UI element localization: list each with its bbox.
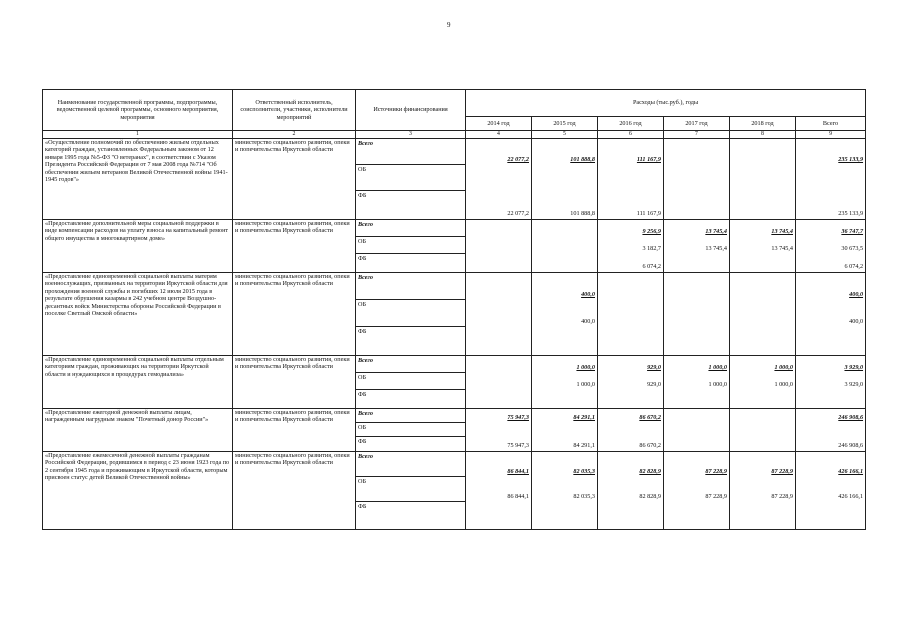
federal-budget-value: 6 074,2 — [844, 263, 864, 270]
value-cell — [598, 356, 664, 409]
total-value: 929,0 — [647, 364, 661, 371]
page-number: 9 — [447, 21, 451, 29]
col-index: 2 — [233, 131, 356, 139]
executor: министерство социального развития, опеки и попечительства Иркутской области — [233, 452, 356, 530]
federal-budget-value: 101 888,8 — [570, 210, 595, 217]
value-cell — [664, 273, 730, 356]
expenditure-table — [42, 89, 866, 530]
regional-budget-value: 3 929,0 — [844, 381, 864, 388]
federal-budget-value: 111 167,9 — [636, 210, 661, 217]
table-row — [43, 452, 866, 530]
source-cell — [356, 452, 466, 530]
value-cell — [730, 273, 796, 356]
value-cell — [598, 452, 664, 530]
value-cell — [796, 220, 866, 273]
header-year: 2017 год — [664, 116, 730, 130]
source-cell — [356, 220, 466, 273]
source-cell — [356, 273, 466, 356]
col-index: 5 — [532, 131, 598, 139]
regional-budget-value: 1 000,0 — [774, 381, 793, 388]
value-cell — [532, 139, 598, 220]
source-cell — [356, 139, 466, 220]
value-cell — [796, 273, 866, 356]
source-label: ФБ — [358, 438, 367, 445]
executor: министерство социального развития, опеки и попечительства Иркутской области — [233, 409, 356, 452]
source-label: Всего — [356, 409, 465, 423]
value-cell — [532, 409, 598, 452]
col-index: 6 — [598, 131, 664, 139]
table-row — [43, 356, 866, 409]
executor: министерство социального развития, опеки и попечительства Иркутской области — [233, 220, 356, 273]
total-value: 13 745,4 — [771, 228, 793, 235]
regional-budget-value: 13 745,4 — [771, 245, 793, 252]
measure-name: «Осуществление полномочий по обеспечению жильем отдельных категорий граждан, установленных Федеральным законом от 12 января 1995 года №5-ФЗ "О ветеранах", в соответствии с Указом Президента Российской Федерации от 7 мая 2008 года №714 "Об обеспечении жильем ветеранов Великой Отечественной войны 1941-1945 годов"» — [43, 139, 233, 220]
measure-name: «Предоставление единовременной социальной выплаты матерям военнослужащих, призванных на территории Иркутской области для прохождения военной службы и погибших 12 июля 2015 года в результате обрушения казармы в 242 учебном центре Воздушно-десантных войск Министерства обороны Российской Федерации в поселке Светлый Омской области» — [43, 273, 233, 356]
total-value: 82 828,9 — [639, 468, 661, 475]
total-value: 111 167,9 — [636, 156, 661, 163]
col-index: 8 — [730, 131, 796, 139]
regional-budget-value: 13 745,4 — [705, 245, 727, 252]
value-cell — [466, 452, 532, 530]
total-value: 86 670,2 — [639, 414, 661, 421]
total-value: 9 256,9 — [642, 228, 661, 235]
measure-name: «Предоставление дополнительной меры социальной поддержки в виде компенсации расходов на уплату взноса на капитальный ремонт общего имущества в многоквартирном доме» — [43, 220, 233, 273]
executor: министерство социального развития, опеки и попечительства Иркутской области — [233, 273, 356, 356]
value-cell — [466, 273, 532, 356]
total-value: 82 035,3 — [573, 468, 595, 475]
value-cell — [730, 139, 796, 220]
total-value: 1 000,0 — [774, 364, 793, 371]
total-value: 1 000,0 — [708, 364, 727, 371]
source-label: ОБ — [356, 373, 465, 390]
executor: министерство социального развития, опеки и попечительства Иркутской области — [233, 139, 356, 220]
value-cell — [796, 356, 866, 409]
source-label: ФБ — [358, 255, 367, 262]
source-cell — [356, 409, 466, 452]
table-row — [43, 409, 866, 452]
header-name: Наименование государственной программы, подпрограммы, ведомственной целевой программы, основного мероприятия, мероприятия — [43, 90, 233, 131]
regional-budget-value: 86 844,1 — [507, 493, 529, 500]
source-label: Всего — [356, 452, 465, 477]
value-cell — [598, 273, 664, 356]
regional-budget-value: 87 228,9 — [705, 493, 727, 500]
header-year: 2016 год — [598, 116, 664, 130]
value-cell — [532, 452, 598, 530]
federal-budget-value: 6 074,2 — [642, 263, 661, 270]
value-cell — [664, 220, 730, 273]
regional-budget-value: 400,0 — [849, 318, 864, 325]
header-expenses: Расходы (тыс.руб.), годы — [466, 90, 866, 117]
value-cell — [466, 220, 532, 273]
col-index: 3 — [356, 131, 466, 139]
regional-budget-value: 87 228,9 — [771, 493, 793, 500]
table-row — [43, 220, 866, 273]
value-cell — [532, 356, 598, 409]
federal-budget-value: 75 947,3 — [507, 442, 529, 449]
measure-name: «Предоставление ежемесячной денежной выплаты гражданам Российской Федерации, родившимся в период с 23 июня 1923 года по 2 сентября 1945 года и проживающим в Иркутской области, которым присвоен статус детей Великой Отечественной войны» — [43, 452, 233, 530]
source-label: ФБ — [358, 391, 367, 398]
value-cell — [466, 356, 532, 409]
source-label: ФБ — [358, 503, 367, 510]
value-cell — [466, 139, 532, 220]
total-value: 86 844,1 — [507, 468, 529, 475]
col-index: 7 — [664, 131, 730, 139]
regional-budget-value: 1 000,0 — [708, 381, 727, 388]
col-index: 1 — [43, 131, 233, 139]
total-value: 87 228,9 — [771, 468, 793, 475]
col-index: 9 — [796, 131, 866, 139]
federal-budget-value: 22 077,2 — [507, 210, 529, 217]
measure-name: «Предоставление ежегодной денежной выплаты лицам, награжденным нагрудным знаком "Почетный донор России"» — [43, 409, 233, 452]
total-value: 36 747,7 — [841, 228, 864, 235]
federal-budget-value: 86 670,2 — [639, 442, 661, 449]
source-label: Всего — [356, 220, 465, 237]
col-index: 4 — [466, 131, 532, 139]
total-value: 246 908,6 — [838, 414, 864, 421]
value-cell — [664, 356, 730, 409]
header-year: 2015 год — [532, 116, 598, 130]
header-executor: Ответственный исполнитель, соисполнители, участники, исполнители мероприятий — [233, 90, 356, 131]
value-cell — [598, 409, 664, 452]
source-label: Всего — [356, 356, 465, 373]
table-row — [43, 139, 866, 220]
regional-budget-value: 400,0 — [581, 318, 595, 325]
value-cell — [598, 220, 664, 273]
source-label: ОБ — [356, 477, 465, 502]
regional-budget-value: 426 166,1 — [838, 493, 864, 500]
value-cell — [796, 409, 866, 452]
regional-budget-value: 1 000,0 — [576, 381, 595, 388]
federal-budget-value: 235 133,9 — [838, 210, 864, 217]
value-cell — [796, 452, 866, 530]
regional-budget-value: 3 182,7 — [642, 245, 661, 252]
total-value: 400,0 — [849, 291, 864, 298]
source-label: ОБ — [356, 300, 465, 327]
header-year: 2014 год — [466, 116, 532, 130]
value-cell — [532, 220, 598, 273]
value-cell — [730, 452, 796, 530]
regional-budget-value: 929,0 — [647, 381, 661, 388]
source-label: ОБ — [356, 237, 465, 254]
federal-budget-value: 246 908,6 — [838, 442, 864, 449]
source-label: ФБ — [358, 328, 367, 335]
value-cell — [466, 409, 532, 452]
total-value: 426 166,1 — [838, 468, 864, 475]
value-cell — [730, 356, 796, 409]
header-year: 2018 год — [730, 116, 796, 130]
source-label: ФБ — [358, 192, 367, 199]
total-value: 87 228,9 — [705, 468, 727, 475]
value-cell — [664, 139, 730, 220]
total-value: 400,0 — [581, 291, 595, 298]
total-value: 75 947,3 — [507, 414, 529, 421]
total-value: 101 888,8 — [570, 156, 595, 163]
source-cell — [356, 356, 466, 409]
header-total: Всего — [796, 116, 866, 130]
total-value: 84 291,1 — [573, 414, 595, 421]
total-value: 235 133,9 — [838, 156, 864, 163]
executor: министерство социального развития, опеки и попечительства Иркутской области — [233, 356, 356, 409]
value-cell — [532, 273, 598, 356]
value-cell — [730, 409, 796, 452]
regional-budget-value: 30 673,5 — [841, 245, 864, 252]
regional-budget-value: 82 035,3 — [573, 493, 595, 500]
value-cell — [664, 452, 730, 530]
measure-name: «Предоставление единовременной социальной выплаты отдельным категориям граждан, проживающих на территории Иркутской области и нуждающихся в процедурах гемодиализа» — [43, 356, 233, 409]
source-label: Всего — [356, 139, 465, 165]
total-value: 3 929,0 — [844, 364, 864, 371]
total-value: 13 745,4 — [705, 228, 727, 235]
source-label: ОБ — [356, 165, 465, 191]
total-value: 1 000,0 — [576, 364, 595, 371]
header-source: Источники финансирования — [356, 90, 466, 131]
source-label: Всего — [356, 273, 465, 300]
federal-budget-value: 84 291,1 — [573, 442, 595, 449]
regional-budget-value: 82 828,9 — [639, 493, 661, 500]
value-cell — [796, 139, 866, 220]
value-cell — [664, 409, 730, 452]
value-cell — [730, 220, 796, 273]
source-label: ОБ — [356, 423, 465, 437]
table-row — [43, 273, 866, 356]
total-value: 22 077,2 — [507, 156, 529, 163]
value-cell — [598, 139, 664, 220]
